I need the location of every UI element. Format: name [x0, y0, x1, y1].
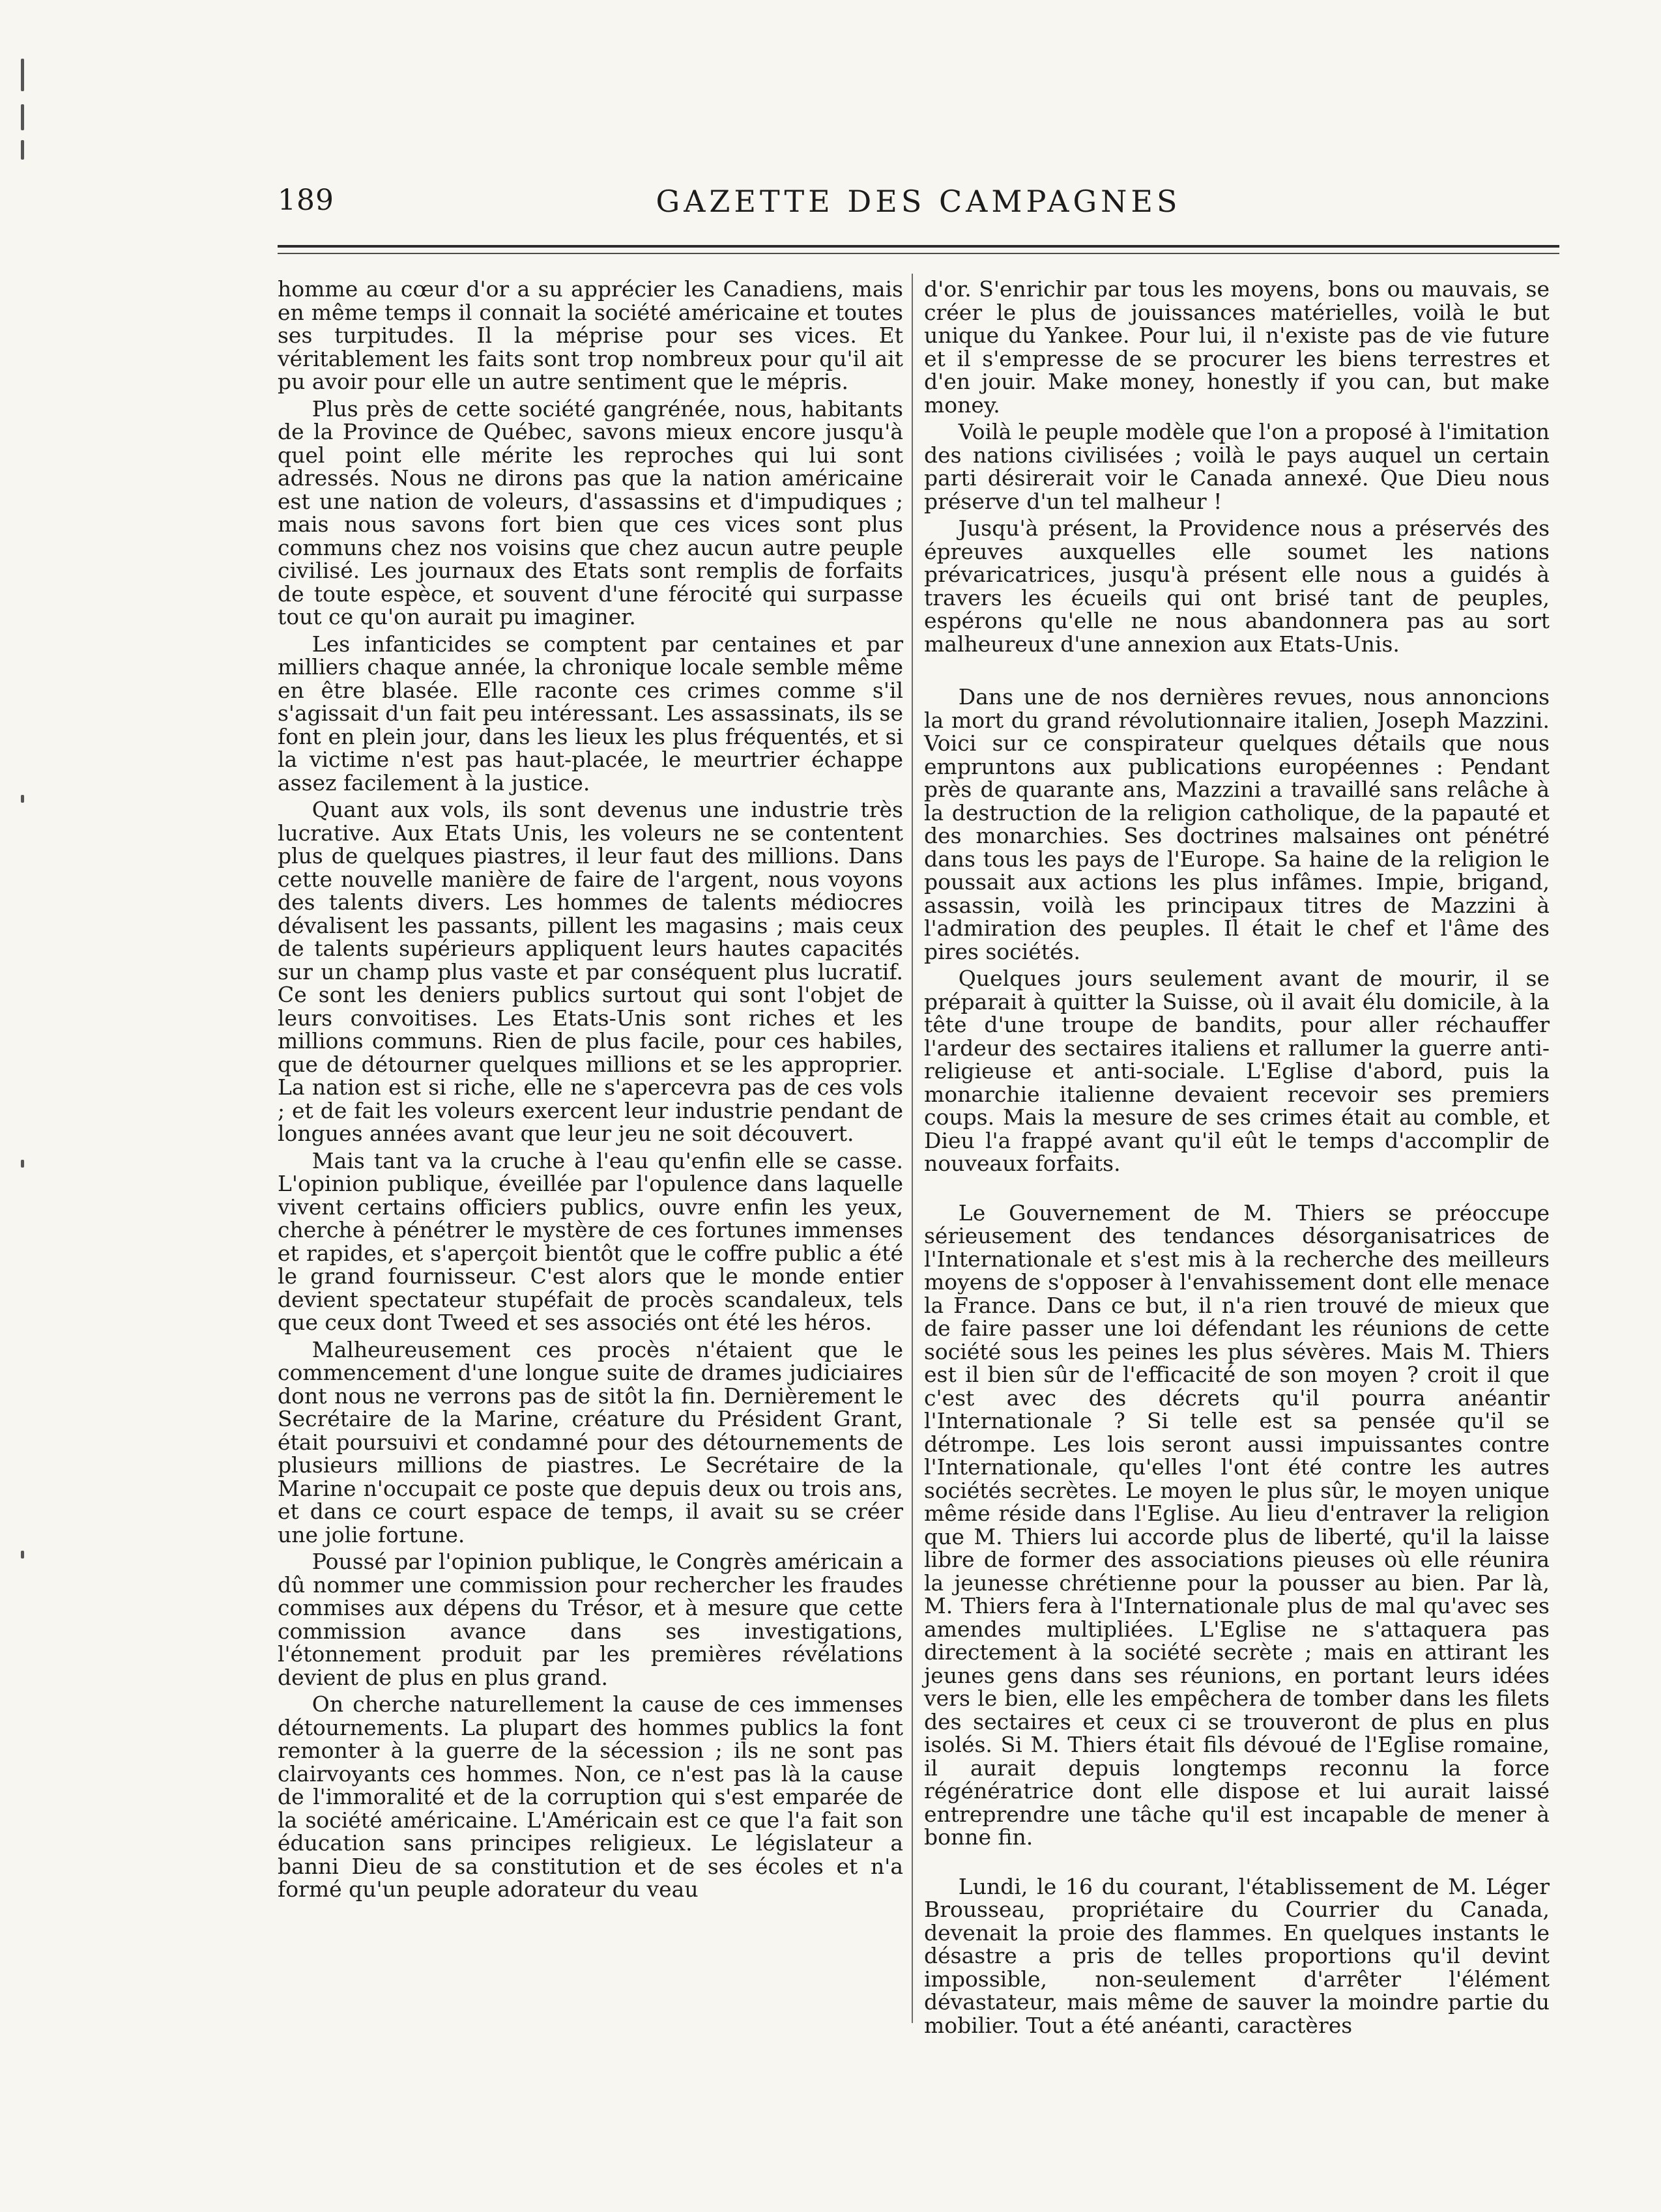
paragraph: Voilà le peuple modèle que l'on a proposé à l'imitation des nations civilisées ; voilà le pays auquel un certain parti désirerait voir le Canada annexé. Que Dieu nous préserve d'un tel malheur ! — [924, 419, 1550, 514]
paragraph: Mais tant va la cruche à l'eau qu'enfin elle se casse. L'opinion publique, éveillée par l'opulence dans laquelle vivent certains officiers publics, ouvre enfin les yeux, cherche à pénétrer le mystère de ces fortunes immenses et rapides, et s'aperçoit bientôt que le coffre public a été le grand fournisseur. C'est alors que le monde entier devient spectateur stupéfait de procès scandaleux, tels que ceux dont Tweed et ses associés ont été les héros. — [278, 1147, 903, 1335]
paragraph: Les infanticides se comptent par centaines et par milliers chaque année, la chronique locale semble même en être blasée. Elle raconte ces crimes comme s'il s'agissait d'un fait peu intéressant. Les assassinats, ils se font en plein jour, dans les lieux les plus fréquentés, et si la victime n'est pas haut-placée, le meurtrier échappe assez facilement à la justice. — [278, 631, 903, 796]
scan-margin-mark — [21, 59, 24, 91]
header-rule — [278, 245, 1559, 248]
right-column — [924, 278, 1550, 2037]
scan-margin-mark — [21, 140, 24, 160]
paragraph: homme au cœur d'or a su apprécier les Canadiens, mais en même temps il connait la société américaine et toutes ses turpitudes. Il la méprise pour ses vices. Et véritablement les faits sont trop nombreux pour qu'il ait pu avoir pour elle un autre sentiment que le mépris. — [278, 276, 903, 394]
header-rule-thin — [278, 253, 1559, 254]
scan-margin-mark — [21, 104, 24, 130]
column-divider — [912, 274, 913, 2023]
left-column — [278, 278, 903, 1901]
page-number: 189 — [278, 184, 334, 217]
scan-margin-mark — [21, 795, 24, 803]
paragraph: Poussé par l'opinion publique, le Congrès américain a dû nommer une commission pour rechercher les fraudes commises aux dépens du Trésor, et à mesure que cette commission avance dans ses investigations, l'étonnement produit par les premières révélations devient de plus en plus grand. — [278, 1549, 903, 1690]
paragraph: Plus près de cette société gangrénée, nous, habitants de la Province de Québec, savons mieux encore jusqu'à quel point elle mérite les reproches qui lui sont adressés. Nous ne dirons pas que la nation américaine est une nation de voleurs, d'assassins et d'impudiques ; mais nous savons fort bien que ces vices sont plus communs chez nos voisins que chez aucun autre peuple civilisé. Les journaux des Etats sont remplis de forfaits de toute espèce, et souvent d'une férocité qui surpasse tout ce qu'on aurait pu imaginer. — [278, 395, 903, 629]
scan-margin-mark — [21, 1160, 24, 1168]
paragraph: Le Gouvernement de M. Thiers se préoccupe sérieusement des tendances désorganisatrices de l'Internationale et s'est mis à la recherche des meilleurs moyens de s'opposer à l'envahissement dont elle menace la France. Dans ce but, il n'a rien trouvé de mieux que de faire passer une loi défendant les réunions de cette société sous les peines les plus sévères. Mais M. Thiers est il bien sûr de l'efficacité de son moyen ? croit il que c'est avec des décrets qu'il pourra anéantir l'Internationale ? Si telle est sa pensée qu'il se détrompe. Les lois seront aussi impuissantes contre l'Internationale, qu'elles l'ont été contre les autres sociétés secrètes. Le moyen le plus sûr, le moyen unique même réside dans l'Eglise. Au lieu d'entraver la religion que M. Thiers lui accorde plus de liberté, qu'il la laisse libre de former des associations pieuses où elle réunira la jeunesse chrétienne pour la pousser au bien. Par là, M. Thiers fera à l'Internationale plus de mal qu'avec ses amendes multipliées. L'Eglise ne s'attaquera pas directement à la société secrète ; mais en attirant les jeunes gens dans ses réunions, en portant leurs idées vers le bien, elle les empêchera de tomber dans les filets des sectaires et ceux ci se trouveront de plus en plus isolés. Si M. Thiers était fils dévoué de l'Eglise romaine, il aurait depuis longtemps reconnu la force régénératrice dont elle dispose et lui aurait laissé entreprendre une tâche qu'il est incapable de mener à bonne fin. — [924, 1199, 1550, 1850]
paragraph: Dans une de nos dernières revues, nous annoncions la mort du grand révolutionnaire italien, Joseph Mazzini. Voici sur ce conspirateur quelques détails que nous empruntons aux publications européennes : Pendant près de quarante ans, Mazzini a travaillé sans relâche à la destruction de la religion catholique, de la papauté et des monarchies. Ses doctrines malsaines ont pénétré dans tous les pays de l'Europe. Sa haine de la religion le poussait aux actions les plus infâmes. Impie, brigand, assassin, voilà les principaux titres de Mazzini à l'admiration des peuples. Il était le chef et l'âme des pires sociétés. — [924, 684, 1550, 964]
paragraph: Quant aux vols, ils sont devenus une industrie très lucrative. Aux Etats Unis, les voleurs ne se contentent plus de quelques piastres, il leur faut des millions. Dans cette nouvelle manière de faire de l'argent, nous voyons des talents divers. Les hommes de talents médiocres dévalisent les passants, pillent les magasins ; mais ceux de talents supérieurs appliquent leurs hautes capacités sur un champ plus vaste et par conséquent plus lucratif. Ce sont les deniers publics surtout qui sont l'objet de leurs convoitises. Les Etats-Unis sont riches et les millions communs. Rien de plus facile, pour ces habiles, que de détourner quelques millions et se les approprier. La nation est si riche, elle ne s'apercevra pas de ces vols ; et de fait les voleurs exercent leur industrie pendant de longues années avant que leur jeu ne soit découvert. — [278, 797, 903, 1146]
paragraph: On cherche naturellement la cause de ces immenses détournements. La plupart des hommes publics la font remonter à la guerre de la sécession ; ils ne sont pas clairvoyants ces hommes. Non, ce n'est pas là la cause de l'immoralité et de la corruption qui s'est emparée de la société américaine. L'Américain est ce que l'a fait son éducation sans principes religieux. Le législateur a banni Dieu de sa constitution et de ses écoles et n'a formé qu'un peuple adorateur du veau — [278, 1691, 903, 1902]
paragraph: Lundi, le 16 du courant, l'établissement de M. Léger Brousseau, propriétaire du Courrier du Canada, devenait la proie des flammes. En quelques instants le désastre a pris de telles proportions qu'il devint impossible, non-seulement d'arrêter l'élément dévastateur, mais même de sauver la moindre partie du mobilier. Tout a été anéanti, caractères — [924, 1873, 1550, 2038]
paragraph: Malheureusement ces procès n'étaient que le commencement d'une longue suite de drames judiciaires dont nous ne verrons pas de sitôt la fin. Dernièrement le Secrétaire de la Marine, créature du Président Grant, était poursuivi et condamné pour des détournements de plusieurs millions de piastres. Le Secrétaire de la Marine n'occupait ce poste que depuis deux ou trois ans, et dans ce court espace de temps, il avait su se créer une jolie fortune. — [278, 1336, 903, 1547]
page-header — [278, 184, 1559, 223]
journal-title: GAZETTE DES CAMPAGNES — [656, 184, 1181, 219]
paragraph: d'or. S'enrichir par tous les moyens, bons ou mauvais, se créer le plus de jouissances matérielles, voilà le but unique du Yankee. Pour lui, il n'existe pas de vie future et il s'empresse de se procurer les biens terrestres et d'en jouir. Make money, honestly if you can, but make money. — [924, 276, 1550, 418]
paragraph: Jusqu'à présent, la Providence nous a préservés des épreuves auxquelles elle soumet les nations prévaricatrices, jusqu'à présent elle nous a guidés à travers les écueils qui ont brisé tant de peuples, espérons qu'elle ne nous abandonnera pas au sort malheureux d'une annexion aux Etats-Unis. — [924, 515, 1550, 657]
scan-margin-mark — [21, 1551, 24, 1558]
paragraph: Quelques jours seulement avant de mourir, il se préparait à quitter la Suisse, où il avait élu domicile, à la tête d'une troupe de bandits, pour aller réchauffer l'ardeur des sectaires italiens et rallumer la guerre anti-religieuse et anti-sociale. L'Eglise d'abord, puis la monarchie italienne devaient recevoir ses premiers coups. Mais la mesure de ses crimes était au comble, et Dieu l'a frappé avant qu'il eût le temps d'accomplir de nouveaux forfaits. — [924, 966, 1550, 1176]
